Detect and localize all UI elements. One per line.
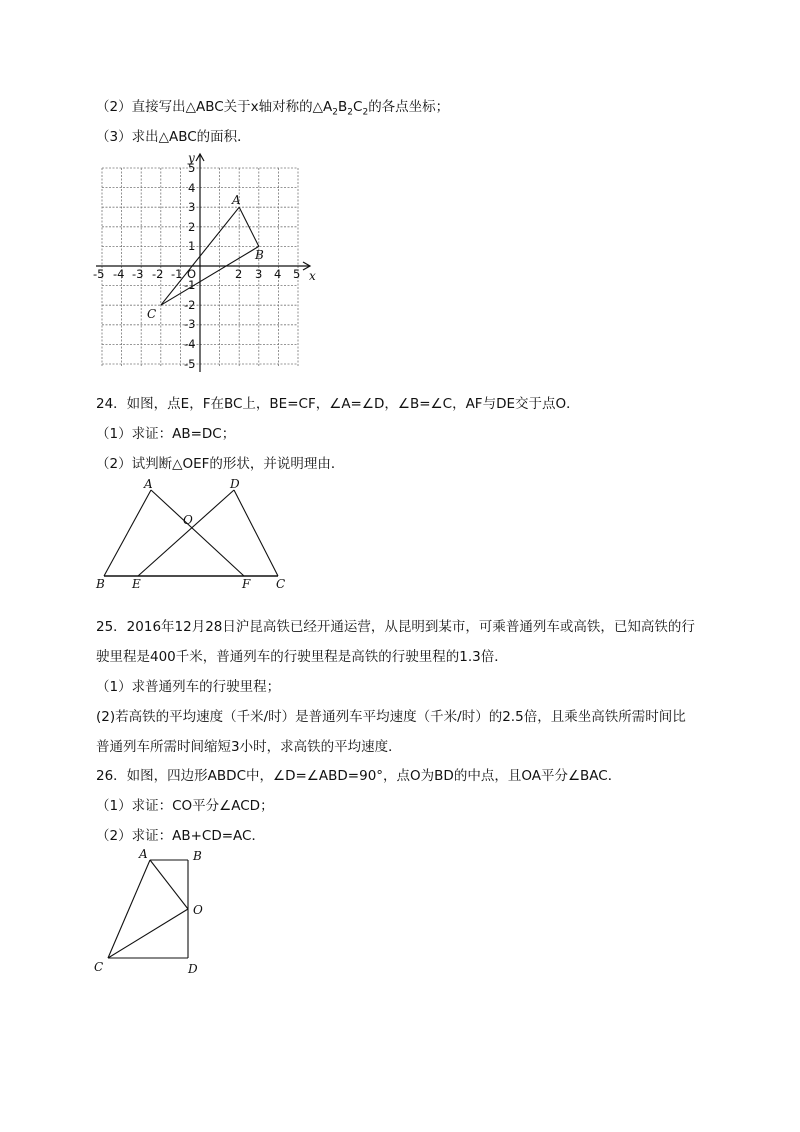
y-tick: 2 bbox=[188, 220, 196, 234]
label-d: D bbox=[230, 477, 240, 491]
q25-line2: 驶里程是400千米，普通列车的行驶里程是高铁的行驶里程的1.3倍． bbox=[96, 649, 508, 665]
x-tick-labels bbox=[93, 267, 300, 281]
q24-stem: 24．如图，点E，F在BC上，BE=CF，∠A=∠D，∠B=∠C，AF与DE交于点O． bbox=[96, 396, 580, 412]
y-tick: 5 bbox=[188, 161, 196, 175]
x-axis-label: x bbox=[309, 269, 316, 283]
q23-vertex-a2: $A_2B_2C_2$ bbox=[323, 99, 369, 118]
triangle-abc bbox=[161, 207, 259, 305]
x-tick: 4 bbox=[274, 267, 282, 281]
x-tick: -1 bbox=[171, 267, 183, 281]
x-tick: 2 bbox=[235, 267, 243, 281]
y-axis-label: y bbox=[188, 151, 195, 165]
q23-part2-tail: 的各点坐标； bbox=[368, 99, 450, 115]
q24-part2: （2）试判断△OEF的形状，并说明理由． bbox=[96, 456, 345, 472]
label-e: E bbox=[132, 577, 141, 591]
x-tick: 5 bbox=[293, 267, 301, 281]
point-b-label: B bbox=[255, 248, 264, 262]
q24-part1: （1）求证：AB=DC； bbox=[96, 426, 236, 442]
y-tick: 3 bbox=[188, 200, 196, 214]
q26-part2: （2）求证：AB+CD=AC． bbox=[96, 828, 265, 844]
q23-part3: （3）求出△ABC的面积． bbox=[96, 129, 251, 145]
origin-label: O bbox=[187, 267, 197, 281]
x-tick: -2 bbox=[152, 267, 164, 281]
q26-figure bbox=[92, 846, 222, 976]
label-c: C bbox=[94, 960, 104, 974]
y-tick: 4 bbox=[188, 181, 196, 195]
y-tick: -3 bbox=[184, 317, 196, 331]
q25-part1: （1）求普通列车的行驶里程； bbox=[96, 679, 281, 695]
q23-part2 bbox=[96, 98, 449, 122]
x-tick: 3 bbox=[255, 267, 263, 281]
y-tick: 1 bbox=[188, 239, 196, 253]
q23-coordinate-graph bbox=[92, 150, 322, 372]
label-o: O bbox=[183, 513, 193, 527]
q25-line1: 25．2016年12月28日沪昆高铁已经开通运营，从昆明到某市，可乘普通列车或高铁，已知高铁的行 bbox=[96, 619, 695, 635]
q26-stem: 26．如图，四边形ABDC中，∠D=∠ABD=90°，点O为BD的中点，且OA平分∠BAC． bbox=[96, 768, 622, 784]
label-b: B bbox=[193, 849, 202, 863]
label-a: A bbox=[139, 847, 148, 861]
q24-figure bbox=[96, 477, 296, 591]
y-tick: -2 bbox=[184, 298, 196, 312]
label-d: D bbox=[188, 962, 198, 976]
label-c: C bbox=[276, 577, 286, 591]
q26-part1: （1）求证：CO平分∠ACD； bbox=[96, 798, 274, 814]
y-tick: -5 bbox=[184, 357, 196, 371]
axes bbox=[96, 154, 310, 372]
q25-part2-line2: 普通列车所需时间缩短3小时，求高铁的平均速度． bbox=[96, 739, 402, 755]
y-tick: -1 bbox=[184, 278, 196, 292]
x-tick: -3 bbox=[132, 267, 144, 281]
point-c-label: C bbox=[147, 307, 157, 321]
x-tick: -5 bbox=[93, 267, 105, 281]
label-b: B bbox=[96, 577, 105, 591]
y-tick: -4 bbox=[184, 337, 196, 351]
q25-part2-line1: (2)若高铁的平均速度（千米/时）是普通列车平均速度（千米/时）的2.5倍，且乘坐高铁所需时间比 bbox=[96, 709, 686, 725]
label-a: A bbox=[144, 477, 153, 491]
q23-part2-text: （2）直接写出△ABC关于x轴对称的△ bbox=[96, 99, 324, 115]
point-a-label: A bbox=[232, 193, 241, 207]
label-o: O bbox=[193, 903, 203, 917]
x-tick: -4 bbox=[113, 267, 125, 281]
label-f: F bbox=[242, 577, 251, 591]
